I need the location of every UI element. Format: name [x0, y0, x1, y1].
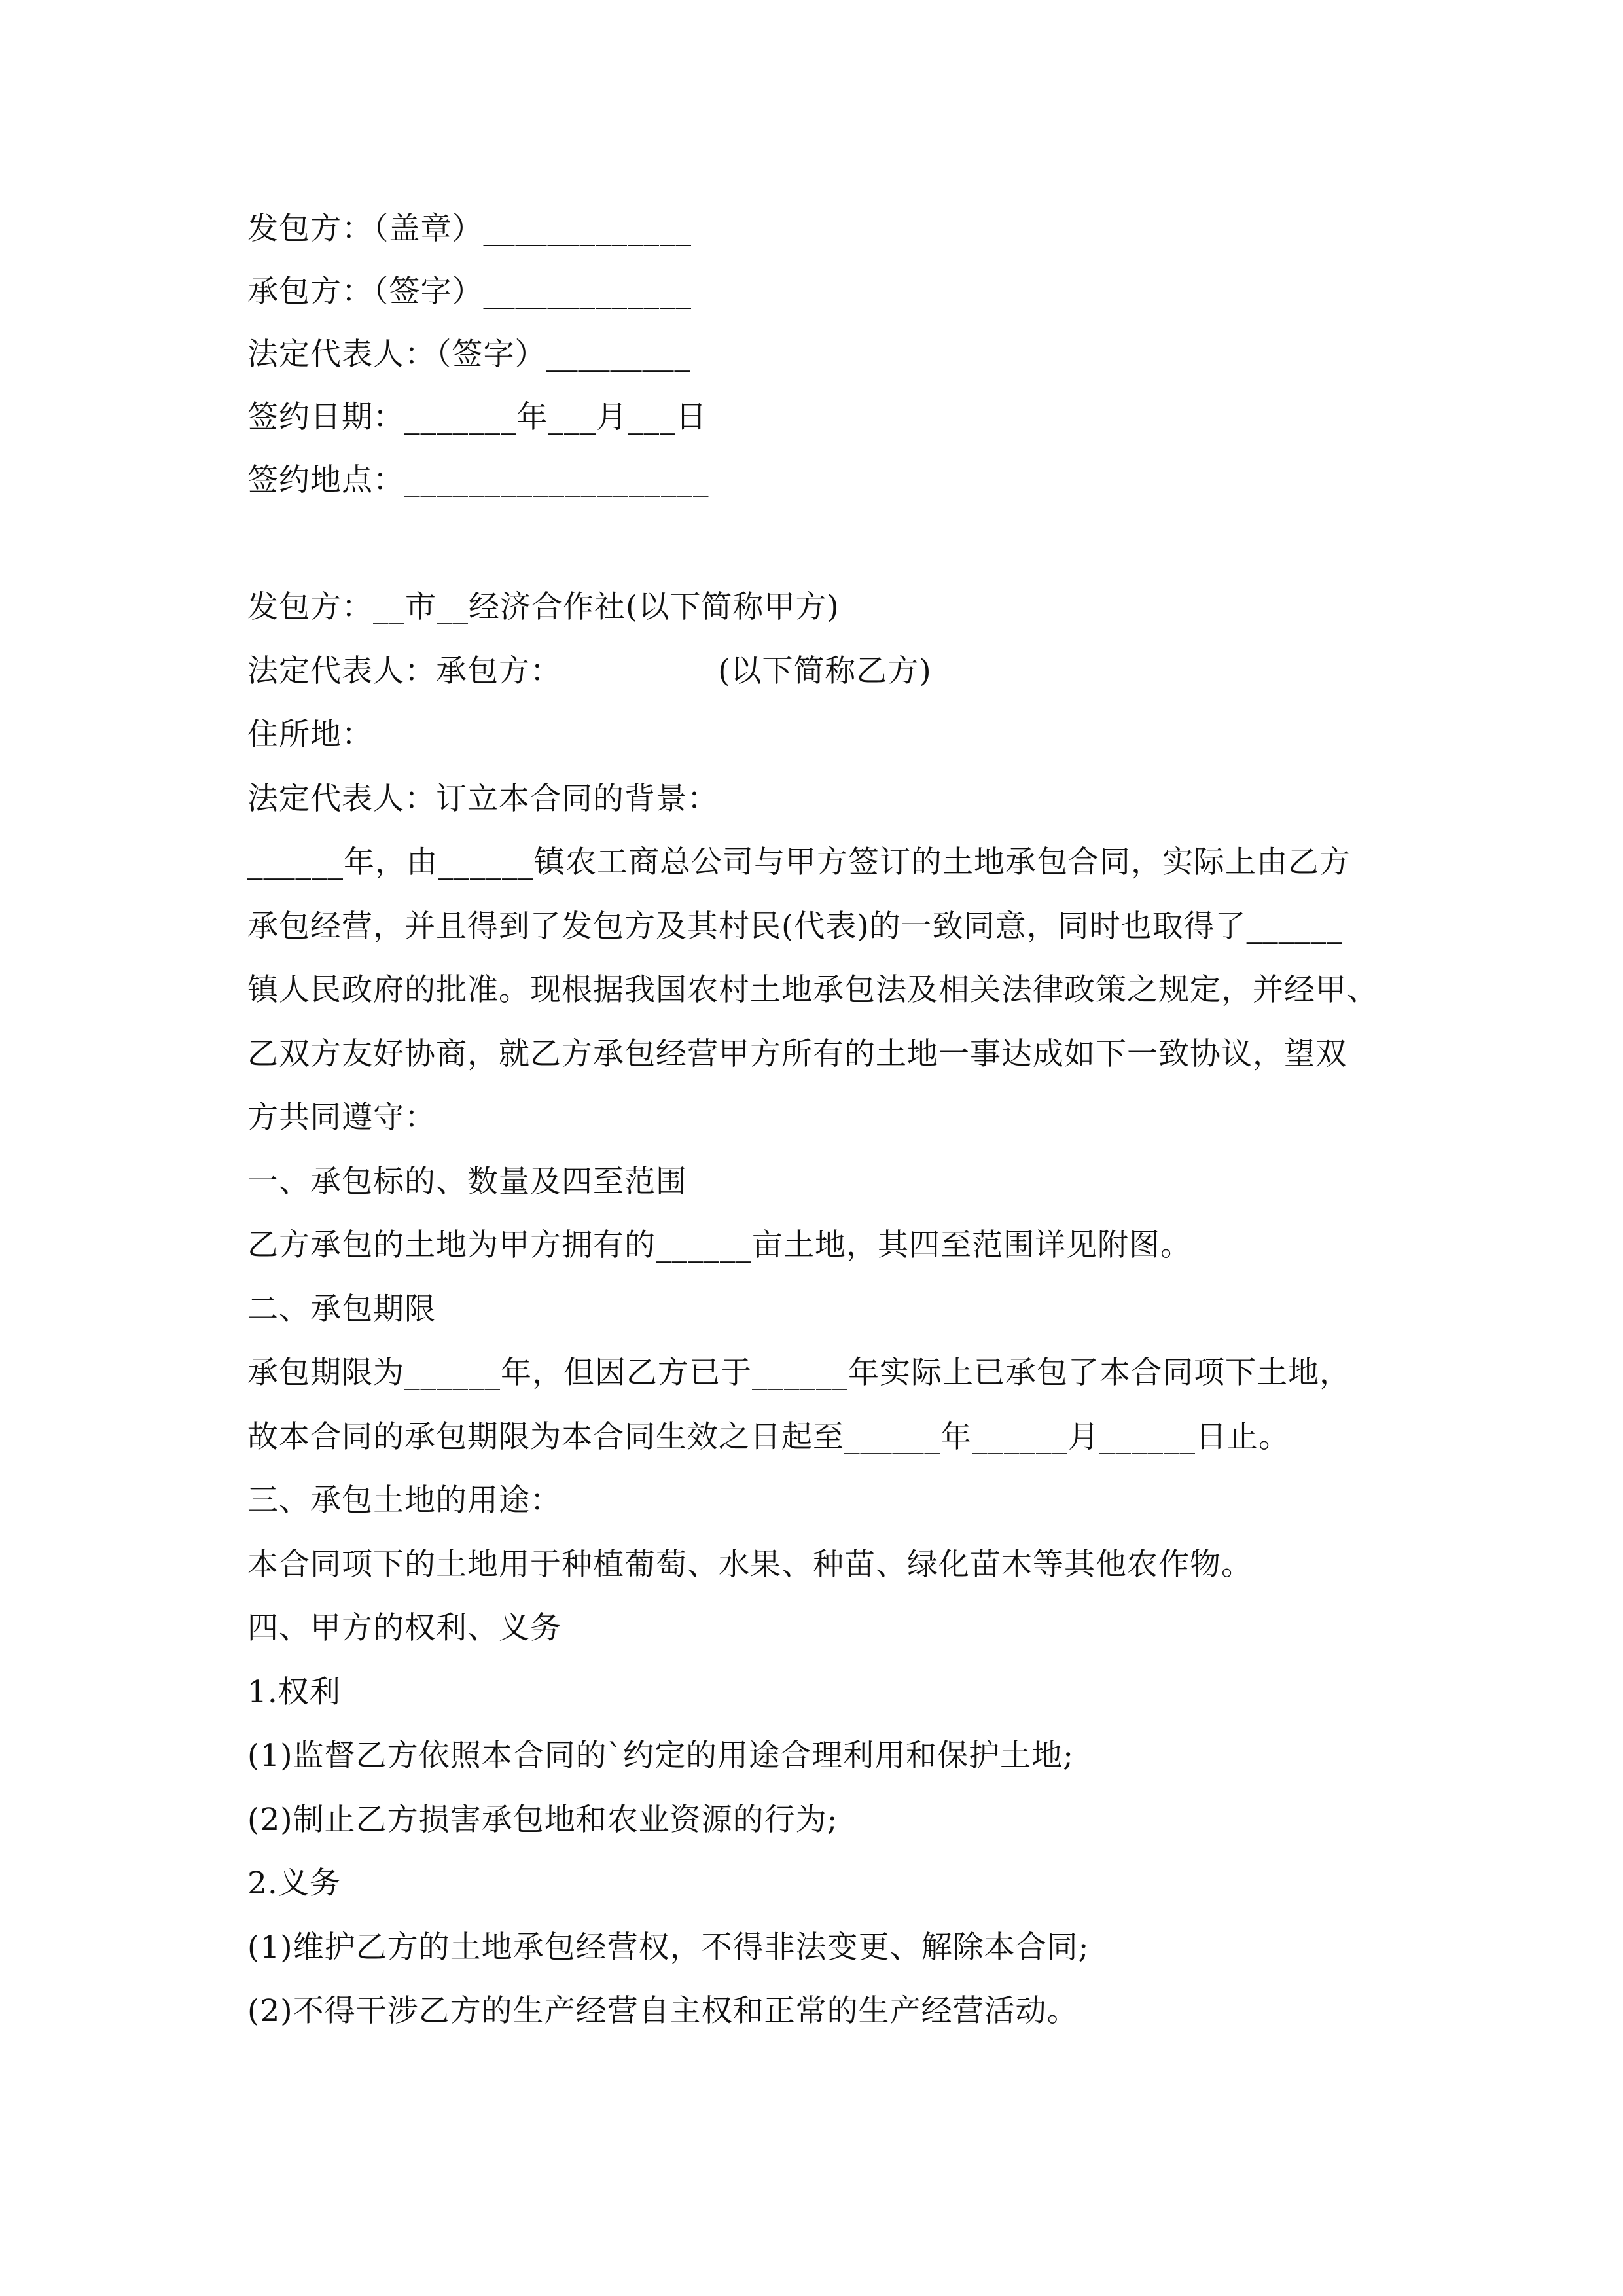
section1-heading: 一、承包标的、数量及四至范围 — [247, 1164, 687, 1200]
address-line: 住所地： — [247, 717, 373, 753]
background-heading: 法定代表人：订立本合同的背景： — [247, 781, 719, 817]
legal-rep-party-b-line: 法定代表人：承包方： (以下简称乙方) — [247, 653, 932, 689]
sign-legal-rep: 法定代表人：（签字）_________ — [247, 336, 690, 372]
background-line: 镇人民政府的批准。现根据我国农村土地承包法及相关法律政策之规定，并经甲、 — [247, 972, 1378, 1008]
section2-line: 承包期限为______年，但因乙方已于______年实际上已承包了本合同项下土地， — [247, 1355, 1351, 1391]
duties-item: (2)不得干涉乙方的生产经营自主权和正常的生产经营活动。 — [247, 1993, 1079, 2029]
background-line: 乙双方友好协商，就乙方承包经营甲方所有的土地一事达成如下一致协议，望双 — [247, 1036, 1347, 1072]
background-line: ______年，由______镇农工商总公司与甲方签订的土地承包合同，实际上由乙方 — [247, 844, 1351, 880]
sign-place: 签约地点：___________________ — [247, 462, 709, 498]
section2-line: 故本合同的承包期限为本合同生效之日起至______年______月______日止。 — [247, 1419, 1290, 1455]
rights-heading: 1.权利 — [247, 1674, 341, 1710]
party-a-line: 发包方：__市__经济合作社(以下简称甲方) — [247, 589, 840, 625]
sign-party-a: 发包方：（盖章）_____________ — [247, 211, 692, 247]
sign-date: 签约日期：_______年___月___日 — [247, 399, 707, 435]
section2-heading: 二、承包期限 — [247, 1291, 436, 1327]
section1-text: 乙方承包的土地为甲方拥有的______亩土地，其四至范围详见附图。 — [247, 1227, 1192, 1263]
section4-heading: 四、甲方的权利、义务 — [247, 1610, 562, 1646]
section3-text: 本合同项下的土地用于种植葡萄、水果、种苗、绿化苗木等其他农作物。 — [247, 1547, 1253, 1583]
background-line: 方共同遵守： — [247, 1100, 436, 1136]
duties-heading: 2.义务 — [247, 1865, 341, 1901]
rights-item: (2)制止乙方损害承包地和农业资源的行为; — [247, 1802, 838, 1838]
background-line: 承包经营，并且得到了发包方及其村民(代表)的一致同意，同时也取得了______ — [247, 908, 1343, 944]
rights-item: (1)监督乙方依照本合同的`约定的用途合理利用和保护土地; — [247, 1738, 1074, 1774]
section3-heading: 三、承包土地的用途： — [247, 1482, 562, 1518]
sign-party-b: 承包方：（签字）_____________ — [247, 274, 692, 310]
duties-item: (1)维护乙方的土地承包经营权，不得非法变更、解除本合同; — [247, 1929, 1090, 1965]
